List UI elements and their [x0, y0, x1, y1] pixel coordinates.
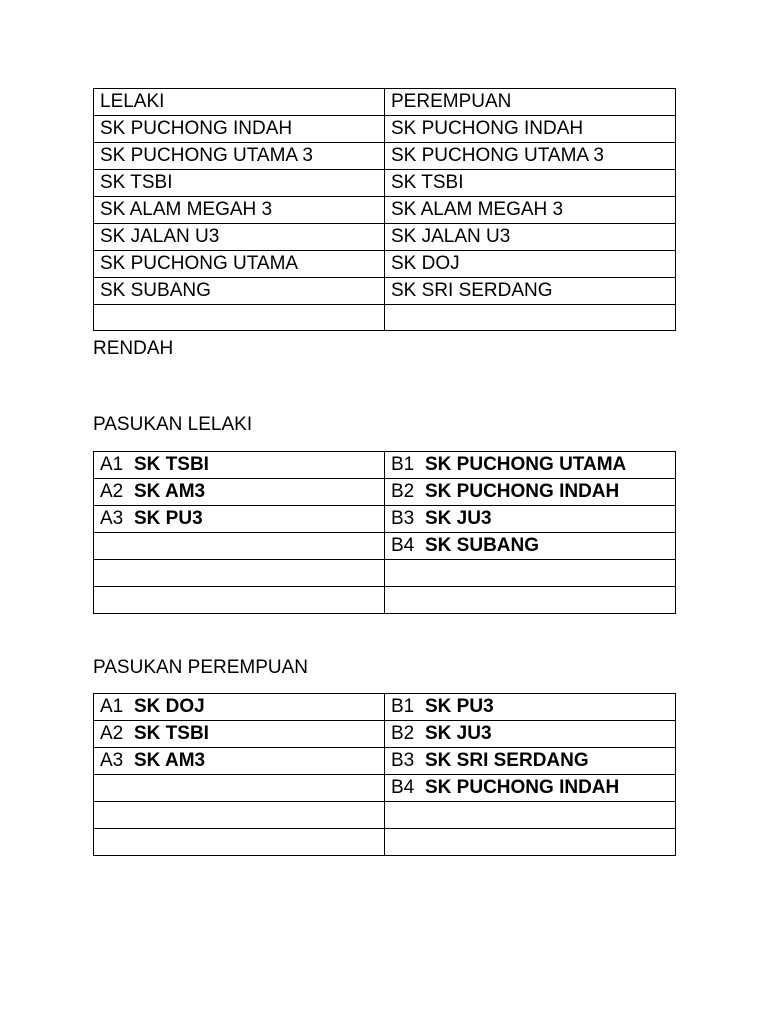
table-cell: PEREMPUAN: [385, 89, 676, 116]
table-row: [94, 452, 676, 479]
pasukan-lelaki-heading: PASUKAN LELAKI: [93, 414, 253, 435]
team-school: SK SRI SERDANG: [425, 750, 589, 771]
team-school: SK JU3: [425, 723, 492, 744]
team-cell: [94, 506, 385, 533]
table-cell: [94, 305, 385, 331]
table-cell: SK PUCHONG UTAMA: [94, 251, 385, 278]
table-row: [94, 721, 676, 748]
table-row: [94, 479, 676, 506]
team-cell: [385, 775, 676, 802]
table-row: [94, 116, 676, 143]
table-row: [94, 748, 676, 775]
table-cell: SK SRI SERDANG: [385, 278, 676, 305]
team-school: SK DOJ: [134, 696, 205, 717]
team-code: B2: [391, 481, 415, 502]
level-label: RENDAH: [93, 338, 174, 359]
team-cell: [94, 748, 385, 775]
table-cell: [385, 305, 676, 331]
team-cell: [385, 802, 676, 829]
table-row: [94, 224, 676, 251]
team-code: B1: [391, 454, 415, 475]
table-row: [94, 170, 676, 197]
team-school: SK PUCHONG INDAH: [425, 777, 620, 798]
team-code: A2: [100, 723, 124, 744]
team-cell: [94, 721, 385, 748]
table-cell: SK ALAM MEGAH 3: [385, 197, 676, 224]
team-cell: [385, 829, 676, 856]
table-row: [94, 587, 676, 614]
table-cell: SK TSBI: [385, 170, 676, 197]
pasukan-lelaki-table: [93, 451, 676, 614]
team-cell: [94, 452, 385, 479]
table-row: [94, 533, 676, 560]
team-cell: [94, 802, 385, 829]
table-row: [94, 143, 676, 170]
team-cell: [94, 560, 385, 587]
team-school: SK PUCHONG UTAMA: [425, 454, 627, 475]
table-row: [94, 89, 676, 116]
table-row: [94, 305, 676, 331]
team-cell: [385, 587, 676, 614]
team-school: SK PU3: [134, 508, 203, 529]
team-code: A1: [100, 454, 124, 475]
team-school: SK PU3: [425, 696, 494, 717]
table-cell: LELAKI: [94, 89, 385, 116]
team-cell: [94, 829, 385, 856]
team-cell: [385, 748, 676, 775]
table-row: [94, 560, 676, 587]
team-cell: [94, 533, 385, 560]
team-school: SK AM3: [134, 481, 206, 502]
team-code: B3: [391, 508, 415, 529]
table-row: [94, 829, 676, 856]
team-school: SK TSBI: [134, 723, 209, 744]
table-row: [94, 197, 676, 224]
team-cell: [385, 452, 676, 479]
team-cell: [94, 587, 385, 614]
team-code: B1: [391, 696, 415, 717]
table-row: [94, 775, 676, 802]
table-cell: SK PUCHONG INDAH: [385, 116, 676, 143]
table-cell: SK PUCHONG UTAMA 3: [385, 143, 676, 170]
team-school: SK TSBI: [134, 454, 209, 475]
team-cell: [385, 721, 676, 748]
table-cell: SK TSBI: [94, 170, 385, 197]
table-row: [94, 694, 676, 721]
table-cell: SK PUCHONG INDAH: [94, 116, 385, 143]
team-cell: [94, 694, 385, 721]
team-cell: [94, 479, 385, 506]
schools-table: [93, 88, 676, 331]
team-code: A2: [100, 481, 124, 502]
team-cell: [94, 775, 385, 802]
table-cell: SK JALAN U3: [385, 224, 676, 251]
pasukan-perempuan-table: [93, 693, 676, 856]
table-row: [94, 251, 676, 278]
team-cell: [385, 560, 676, 587]
team-cell: [385, 506, 676, 533]
table-row: [94, 802, 676, 829]
table-cell: SK PUCHONG UTAMA 3: [94, 143, 385, 170]
pasukan-perempuan-heading: PASUKAN PEREMPUAN: [93, 657, 309, 678]
team-cell: [385, 694, 676, 721]
team-code: A3: [100, 508, 124, 529]
team-code: B4: [391, 535, 415, 556]
table-row: [94, 278, 676, 305]
table-cell: SK ALAM MEGAH 3: [94, 197, 385, 224]
table-cell: SK DOJ: [385, 251, 676, 278]
team-school: SK AM3: [134, 750, 206, 771]
team-cell: [385, 533, 676, 560]
team-school: SK PUCHONG INDAH: [425, 481, 620, 502]
team-code: A1: [100, 696, 124, 717]
team-code: B4: [391, 777, 415, 798]
team-school: SK SUBANG: [425, 535, 540, 556]
team-code: B2: [391, 723, 415, 744]
team-code: A3: [100, 750, 124, 771]
team-school: SK JU3: [425, 508, 492, 529]
table-row: [94, 506, 676, 533]
table-cell: SK SUBANG: [94, 278, 385, 305]
table-cell: SK JALAN U3: [94, 224, 385, 251]
team-code: B3: [391, 750, 415, 771]
team-cell: [385, 479, 676, 506]
